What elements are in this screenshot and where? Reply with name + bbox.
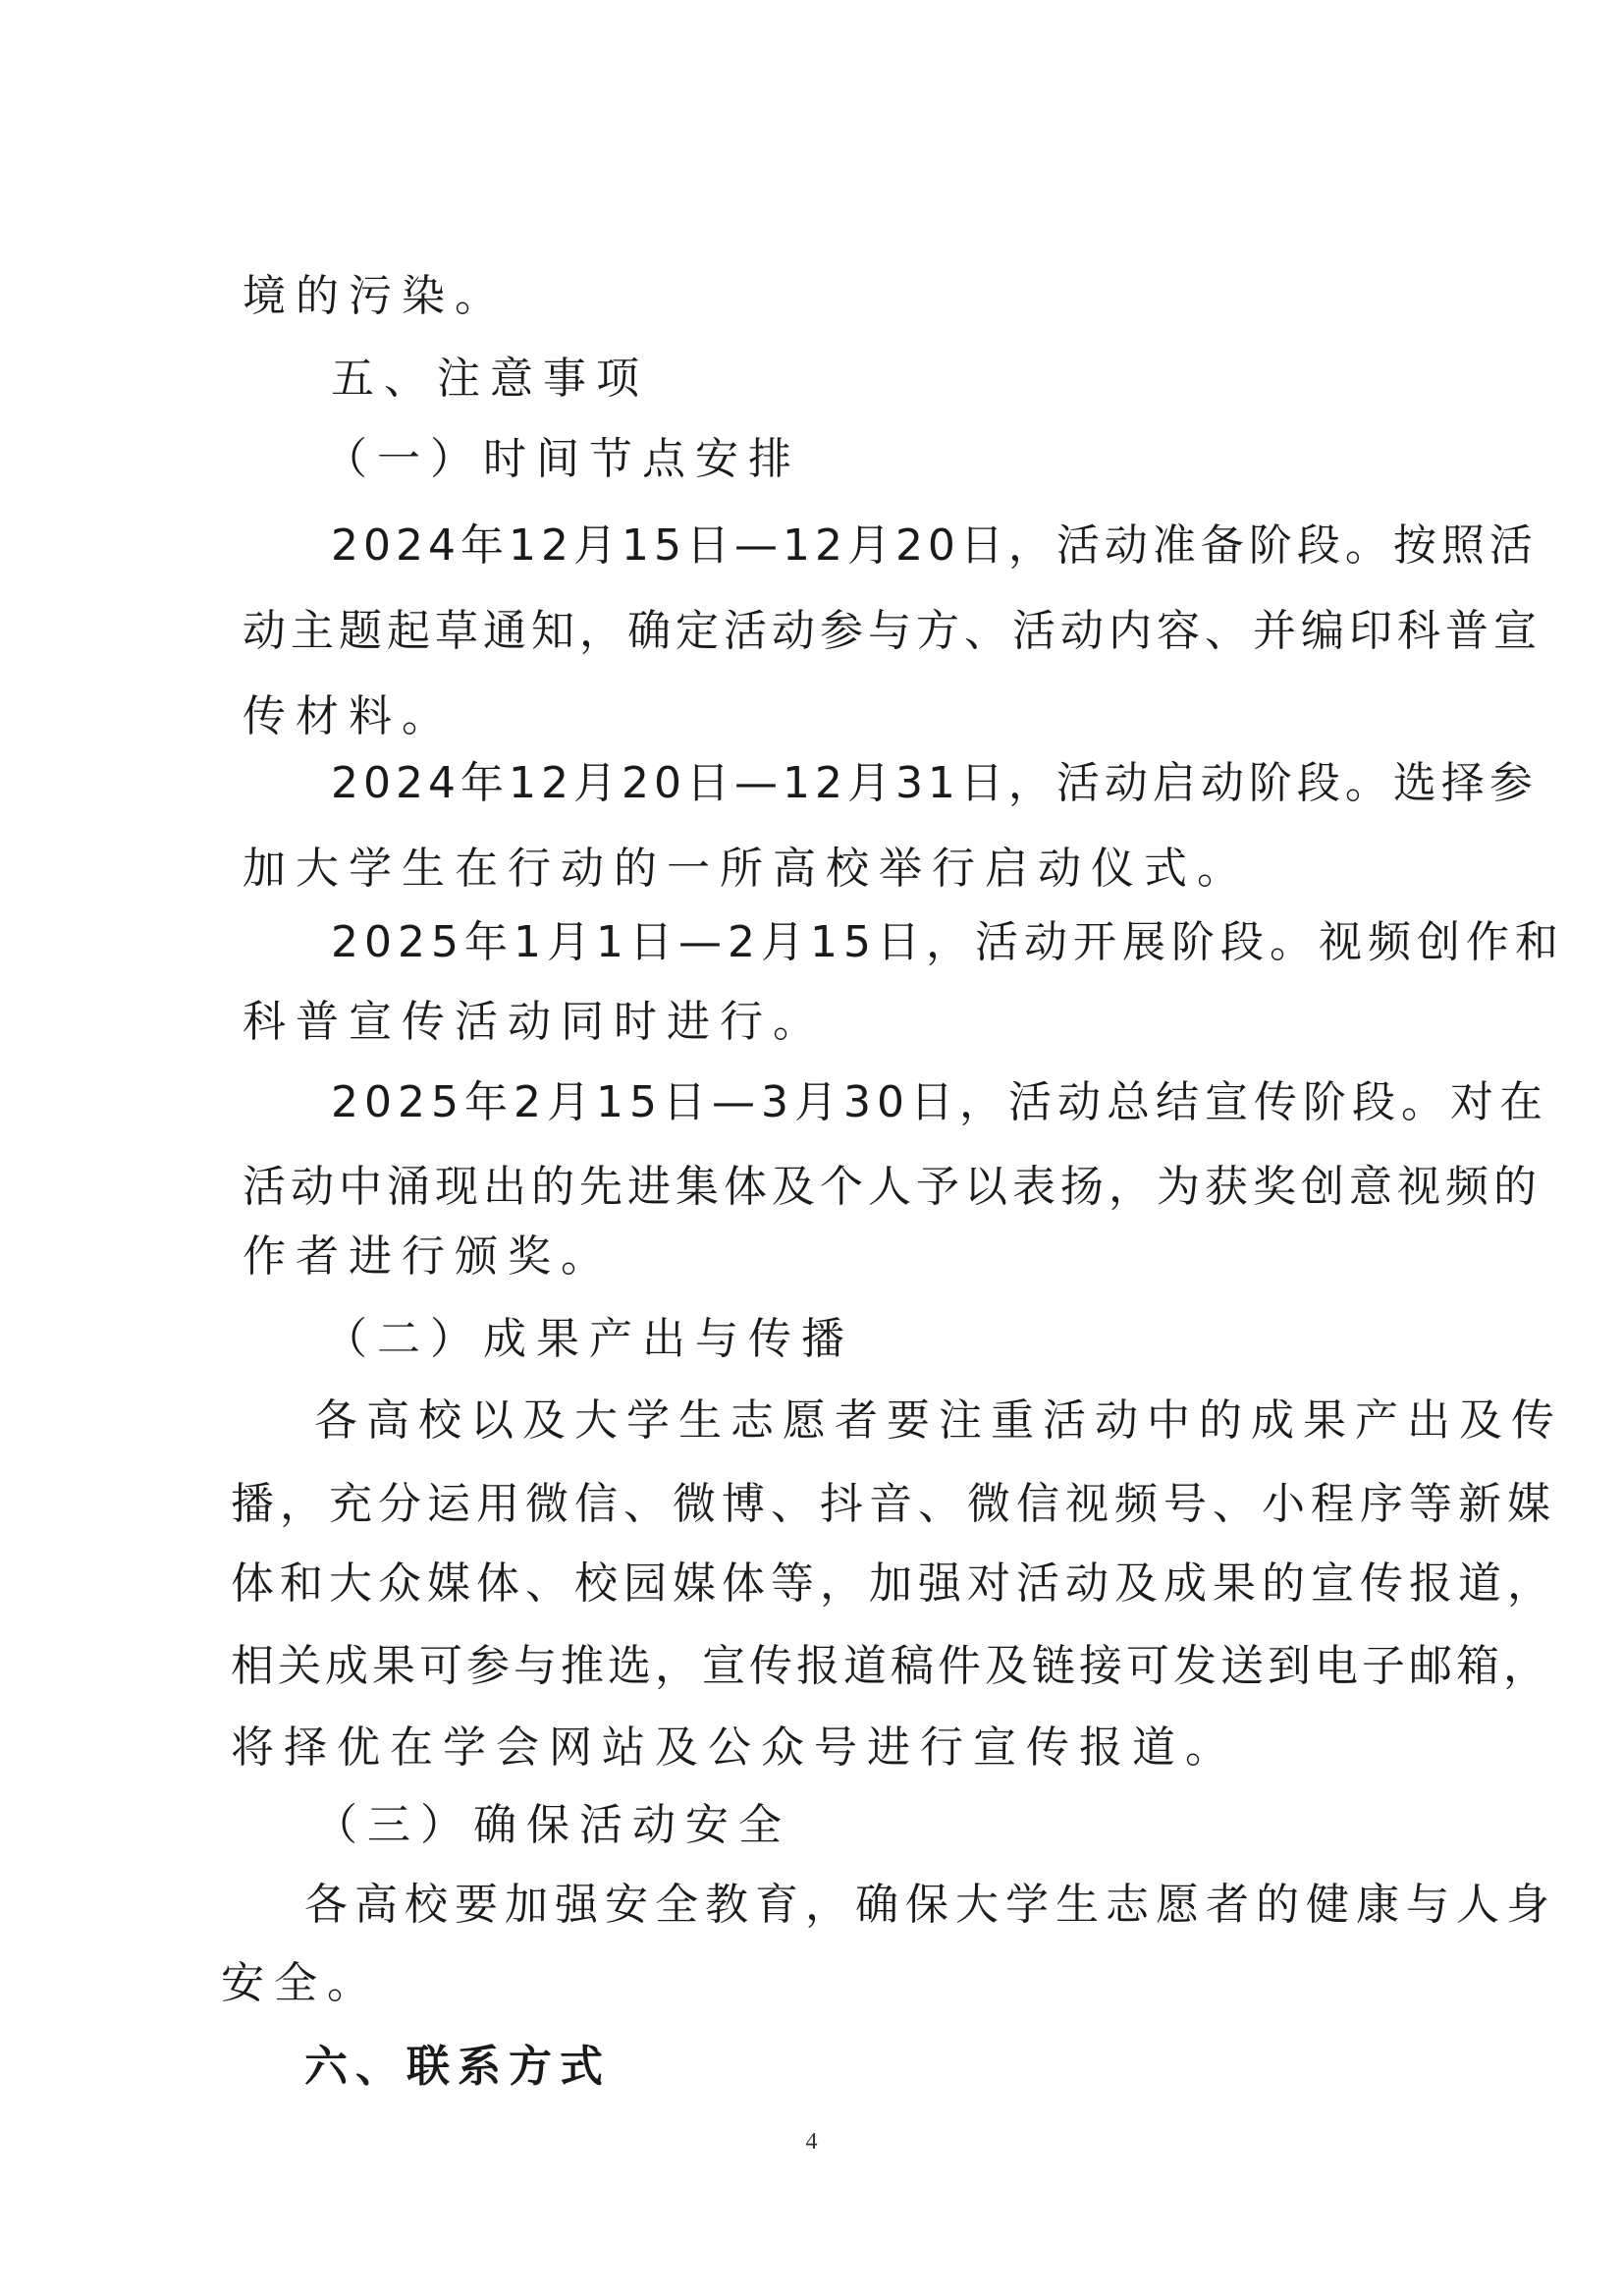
paragraph-line: 安全。 — [221, 1958, 380, 2008]
paragraph-line: 活动中涌现出的先进集体及个人予以表扬，为获奖创意视频的 — [243, 1162, 1542, 1212]
subsection-heading: （三）确保活动安全 — [314, 1800, 791, 1850]
subsection-heading: （二）成果产出与传播 — [324, 1314, 854, 1364]
paragraph-line: 加大学生在行动的一所高校举行启动仪式。 — [243, 844, 1250, 894]
paragraph-line: 2025年2月15日—3月30日，活动总结宣传阶段。对在 — [331, 1077, 1548, 1127]
paragraph-line: 体和大众媒体、校园媒体等，加强对活动及成果的宣传报道， — [231, 1558, 1556, 1609]
paragraph-line: 各高校要加强安全教育，确保大学生志愿者的健康与人身 — [304, 1880, 1556, 1930]
paragraph-line: 科普宣传活动同时进行。 — [243, 997, 826, 1047]
paragraph-line: 2024年12月20日—12月31日，活动启动阶段。选择参 — [331, 758, 1538, 808]
paragraph-line: 作者进行颁奖。 — [243, 1231, 614, 1282]
paragraph-line: 将择优在学会网站及公众号进行宣传报道。 — [231, 1722, 1238, 1773]
paragraph-line: 2025年1月1日—2月15日，活动开展阶段。视频创作和 — [331, 917, 1564, 967]
paragraph-line: 2024年12月15日—12月20日，活动准备阶段。按照活 — [331, 520, 1538, 571]
section-heading: 五、注意事项 — [331, 354, 649, 404]
paragraph-line: 相关成果可参与推选，宣传报道稿件及链接可发送到电子邮箱， — [231, 1641, 1550, 1691]
paragraph-line: 播，充分运用微信、微博、抖音、微信视频号、小程序等新媒 — [231, 1479, 1556, 1529]
paragraph-line: 传材料。 — [243, 691, 455, 741]
paragraph-line: 境的污染。 — [243, 271, 508, 321]
section-heading: 六、联系方式 — [304, 2042, 611, 2092]
page-number: 4 — [805, 2129, 818, 2155]
paragraph-line: 动主题起草通知，确定活动参与方、活动内容、并编印科普宣 — [243, 606, 1542, 656]
subsection-heading: （一）时间节点安排 — [324, 434, 801, 484]
paragraph-line: 各高校以及大学生志愿者要注重活动中的成果产出及传 — [314, 1395, 1563, 1446]
